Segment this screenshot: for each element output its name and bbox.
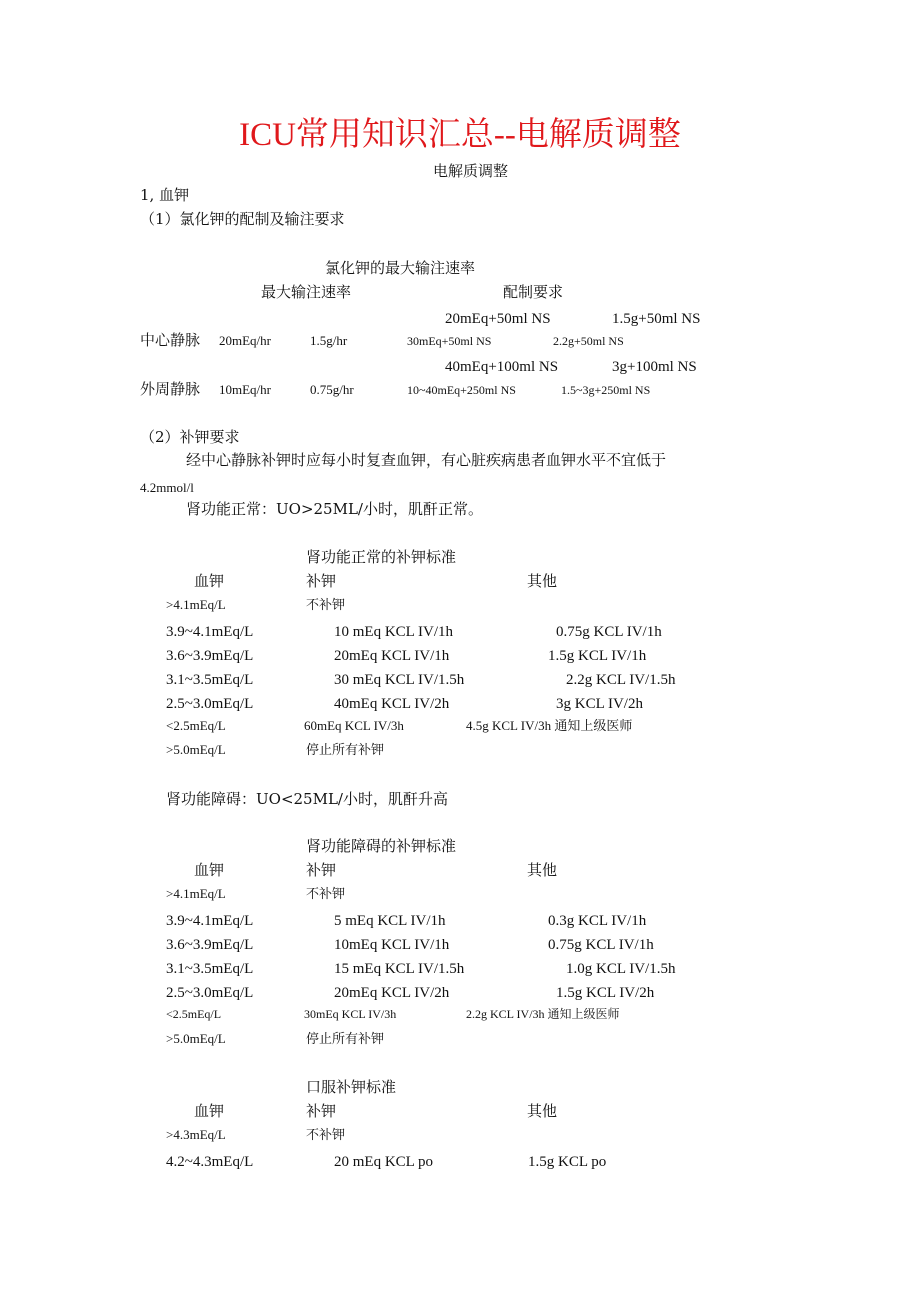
other-cell: 2.2g KCL IV/3h 通知上级医师 — [466, 1007, 620, 1021]
paragraph: 肾功能正常：UO>25ML/小时，肌酐正常。 — [186, 500, 483, 518]
rate-cell: 20mEq/hr — [219, 333, 271, 348]
supplement-cell: 10 mEq KCL IV/1h — [334, 624, 454, 640]
table-caption: 口服补钾标准 — [306, 1078, 397, 1096]
other-cell: 0.75g KCL IV/1h — [556, 624, 662, 640]
prep-cell: 3g+100ml NS — [612, 359, 697, 375]
subsection-heading: （1）氯化钾的配制及输注要求 — [140, 210, 345, 228]
section-heading: 1, 血钾 — [140, 186, 190, 204]
potassium-level-cell: >4.1mEq/L — [166, 597, 226, 612]
row-label: 外周静脉 — [140, 380, 201, 398]
supplement-cell: 40mEq KCL IV/2h — [334, 696, 450, 712]
rate-cell: 1.5g/hr — [310, 333, 348, 348]
column-header: 补钾 — [306, 1102, 337, 1120]
page-title: ICU常用知识汇总--电解质调整 — [239, 117, 681, 153]
supplement-cell: 停止所有补钾 — [306, 742, 385, 757]
other-cell: 1.5g KCL po — [528, 1154, 607, 1170]
other-cell: 2.2g KCL IV/1.5h — [566, 672, 676, 688]
other-cell: 4.5g KCL IV/3h 通知上级医师 — [466, 718, 633, 733]
column-header: 血钾 — [194, 1102, 225, 1120]
potassium-level-cell: 3.9~4.1mEq/L — [166, 624, 254, 640]
potassium-level-cell: >5.0mEq/L — [166, 742, 226, 757]
other-cell: 0.3g KCL IV/1h — [548, 913, 647, 929]
column-header: 血钾 — [194, 861, 225, 879]
column-header: 补钾 — [306, 861, 337, 879]
supplement-cell: 20mEq KCL IV/2h — [334, 985, 450, 1001]
paragraph: 经中心静脉补钾时应每小时复查血钾，有心脏疾病患者血钾水平不宜低于 — [186, 451, 667, 469]
other-cell: 1.5g KCL IV/1h — [548, 648, 647, 664]
supplement-cell: 30mEq KCL IV/3h — [304, 1007, 397, 1021]
prep-cell: 2.2g+50ml NS — [553, 334, 624, 348]
potassium-level-cell: 3.9~4.1mEq/L — [166, 913, 254, 929]
other-cell: 0.75g KCL IV/1h — [548, 937, 654, 953]
prep-cell: 1.5~3g+250ml NS — [561, 383, 651, 397]
supplement-cell: 60mEq KCL IV/3h — [304, 718, 404, 733]
other-cell: 1.0g KCL IV/1.5h — [566, 961, 676, 977]
table-caption: 肾功能障碍的补钾标准 — [306, 837, 457, 855]
prep-cell: 30mEq+50ml NS — [407, 334, 492, 348]
prep-cell: 20mEq+50ml NS — [445, 311, 551, 327]
supplement-cell: 30 mEq KCL IV/1.5h — [334, 672, 465, 688]
rate-cell: 0.75g/hr — [310, 382, 354, 397]
column-header: 其他 — [527, 572, 558, 590]
table-caption: 氯化钾的最大输注速率 — [325, 259, 476, 277]
column-header: 配制要求 — [503, 283, 564, 301]
supplement-cell: 停止所有补钾 — [306, 1031, 385, 1046]
supplement-cell: 20 mEq KCL po — [334, 1154, 434, 1170]
column-header: 血钾 — [194, 572, 225, 590]
potassium-level-cell: >5.0mEq/L — [166, 1031, 226, 1046]
potassium-level-cell: 3.6~3.9mEq/L — [166, 648, 254, 664]
potassium-level-cell: 4.2~4.3mEq/L — [166, 1154, 254, 1170]
column-header: 其他 — [527, 1102, 558, 1120]
row-label: 中心静脉 — [140, 331, 201, 349]
supplement-cell: 10mEq KCL IV/1h — [334, 937, 450, 953]
paragraph: 肾功能障碍：UO<25ML/小时，肌酐升高 — [166, 790, 448, 808]
rate-cell: 10mEq/hr — [219, 382, 271, 397]
subsection-heading: （2）补钾要求 — [140, 428, 240, 446]
other-cell: 1.5g KCL IV/2h — [556, 985, 655, 1001]
column-header: 补钾 — [306, 572, 337, 590]
potassium-level-cell: 2.5~3.0mEq/L — [166, 985, 254, 1001]
supplement-cell: 不补钾 — [306, 597, 346, 612]
supplement-cell: 5 mEq KCL IV/1h — [334, 913, 446, 929]
prep-cell: 10~40mEq+250ml NS — [407, 383, 516, 397]
column-header: 其他 — [527, 861, 558, 879]
other-cell: 3g KCL IV/2h — [556, 696, 643, 712]
supplement-cell: 20mEq KCL IV/1h — [334, 648, 450, 664]
supplement-cell: 15 mEq KCL IV/1.5h — [334, 961, 465, 977]
potassium-level-cell: 3.1~3.5mEq/L — [166, 961, 254, 977]
column-header: 最大输注速率 — [261, 283, 352, 301]
paragraph: 4.2mmol/l — [140, 480, 194, 495]
supplement-cell: 不补钾 — [306, 1127, 346, 1142]
prep-cell: 40mEq+100ml NS — [445, 359, 559, 375]
potassium-level-cell: 3.1~3.5mEq/L — [166, 672, 254, 688]
page-subtitle: 电解质调整 — [433, 162, 509, 180]
potassium-level-cell: 2.5~3.0mEq/L — [166, 696, 254, 712]
potassium-level-cell: >4.3mEq/L — [166, 1127, 226, 1142]
potassium-level-cell: <2.5mEq/L — [166, 718, 226, 733]
supplement-cell: 不补钾 — [306, 886, 346, 901]
table-caption: 肾功能正常的补钾标准 — [306, 548, 457, 566]
potassium-level-cell: <2.5mEq/L — [166, 1007, 222, 1021]
potassium-level-cell: >4.1mEq/L — [166, 886, 226, 901]
potassium-level-cell: 3.6~3.9mEq/L — [166, 937, 254, 953]
prep-cell: 1.5g+50ml NS — [612, 311, 701, 327]
